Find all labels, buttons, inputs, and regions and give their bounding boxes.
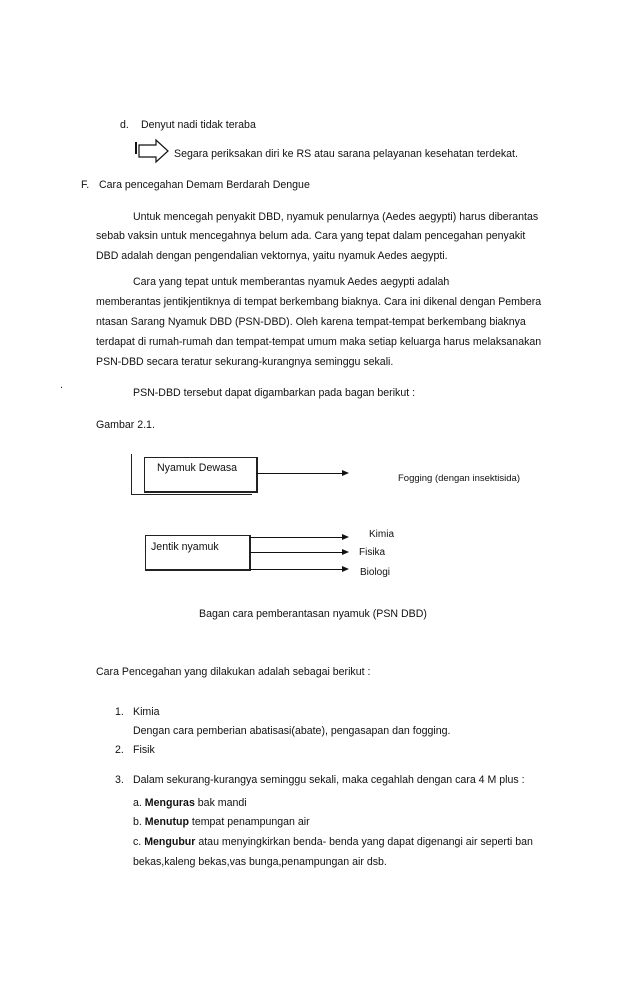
sub-item-marker: b. [133,816,142,828]
arrow-head [342,549,349,555]
item-d-text: Denyut nadi tidak teraba [141,119,256,131]
sub-item-c-continuation: bekas,kaleng bekas,vas bunga,penampungan air dsb. [133,856,387,868]
sub-item-marker: c. [133,836,142,848]
arrow-head [342,470,349,476]
para2-line: memberantas jentikjentiknya di tempat berkembang biaknya. Cara ini dikenal dengan Pembera [96,296,542,308]
sub-item-bold: Menguras [144,797,195,809]
box-nyamuk-dewasa-label: Nyamuk Dewasa [157,462,238,474]
target-kimia: Kimia [369,529,395,540]
sub-item-bold: Mengubur [144,836,196,848]
para1-line: sebab vaksin untuk mencegahnya belum ada. Cara yang tepat dalam pencegahan penyakit [96,230,526,242]
target-fisika: Fisika [359,547,386,558]
list-number: 2. [115,744,124,756]
para2-line: ntasan Sarang Nyamuk DBD (PSN-DBD). Oleh karena tempat-tempat berkembang biaknya [96,316,526,328]
arrow-line [250,537,342,538]
item-d-marker: d. [120,119,129,131]
target-biologi: Biologi [360,567,391,578]
list-item-title: Dalam sekurang-kurangya seminggu sekali, maka cegahlah dengan cara 4 M plus : [133,774,525,786]
figure-label: Gambar 2.1. [96,419,155,431]
para1-line: Untuk mencegah penyakit DBD, nyamuk penularnya (Aedes aegypti) harus diberantas [133,211,539,223]
list-item-title: Fisik [133,744,155,756]
para3: PSN-DBD tersebut dapat digambarkan pada bagan berikut : [133,387,416,399]
sub-item-c [133,835,533,849]
arrow-line [250,552,342,553]
section-f-title: Cara pencegahan Demam Berdarah Dengue [99,179,310,191]
box-jentik-nyamuk-label: Jentik nyamuk [151,541,219,553]
margin-dot: . [60,379,63,391]
arrow-head [342,534,349,540]
sub-item-rest: bak mandi [194,797,247,809]
sub-item-marker: a. [133,797,142,809]
box-jentik-nyamuk [145,535,251,571]
fogging-label: Fogging (dengan insektisida) [398,473,520,484]
section-f-marker: F. [81,179,90,191]
diagram-caption: Bagan cara pemberantasan nyamuk (PSN DBD) [199,608,427,620]
para2-line: PSN-DBD secara teratur sekurang-kurangnya seminggu sekali. [96,356,394,368]
para1-line: DBD adalah dengan pengendalian vektornya, yaitu nyamuk Aedes aegypti. [96,250,448,262]
arrow-head [342,566,349,572]
sub-item-a [133,796,247,810]
para2-line: terdapat di rumah-rumah dan tempat-tempat umum maka setiap keluarga harus melaksanakan [96,336,542,348]
para2-line: Cara yang tepat untuk memberantas nyamuk Aedes aegypti adalah [133,276,450,288]
sub-item-b [133,815,310,829]
list-number: 3. [115,774,124,786]
list-item-title: Kimia [133,706,160,718]
box-nyamuk-dewasa [144,457,258,493]
list-item-detail: Dengan cara pemberian abatisasi(abate), pengasapan dan fogging. [133,725,451,737]
arrow-note: Segara periksakan diri ke RS atau sarana pelayanan kesehatan terdekat. [174,148,518,160]
sub-item-bold: Menutup [144,816,189,828]
sub-item-rest: tempat penampungan air [188,816,310,828]
list-number: 1. [115,706,124,718]
list-intro: Cara Pencegahan yang dilakukan adalah sebagai berikut : [96,666,371,678]
sub-item-rest: atau menyingkirkan benda- benda yang dapat digenangi air seperti ban [195,836,533,848]
arrow-line [250,569,342,570]
right-arrow-icon [134,138,174,164]
arrow-line [256,473,342,474]
